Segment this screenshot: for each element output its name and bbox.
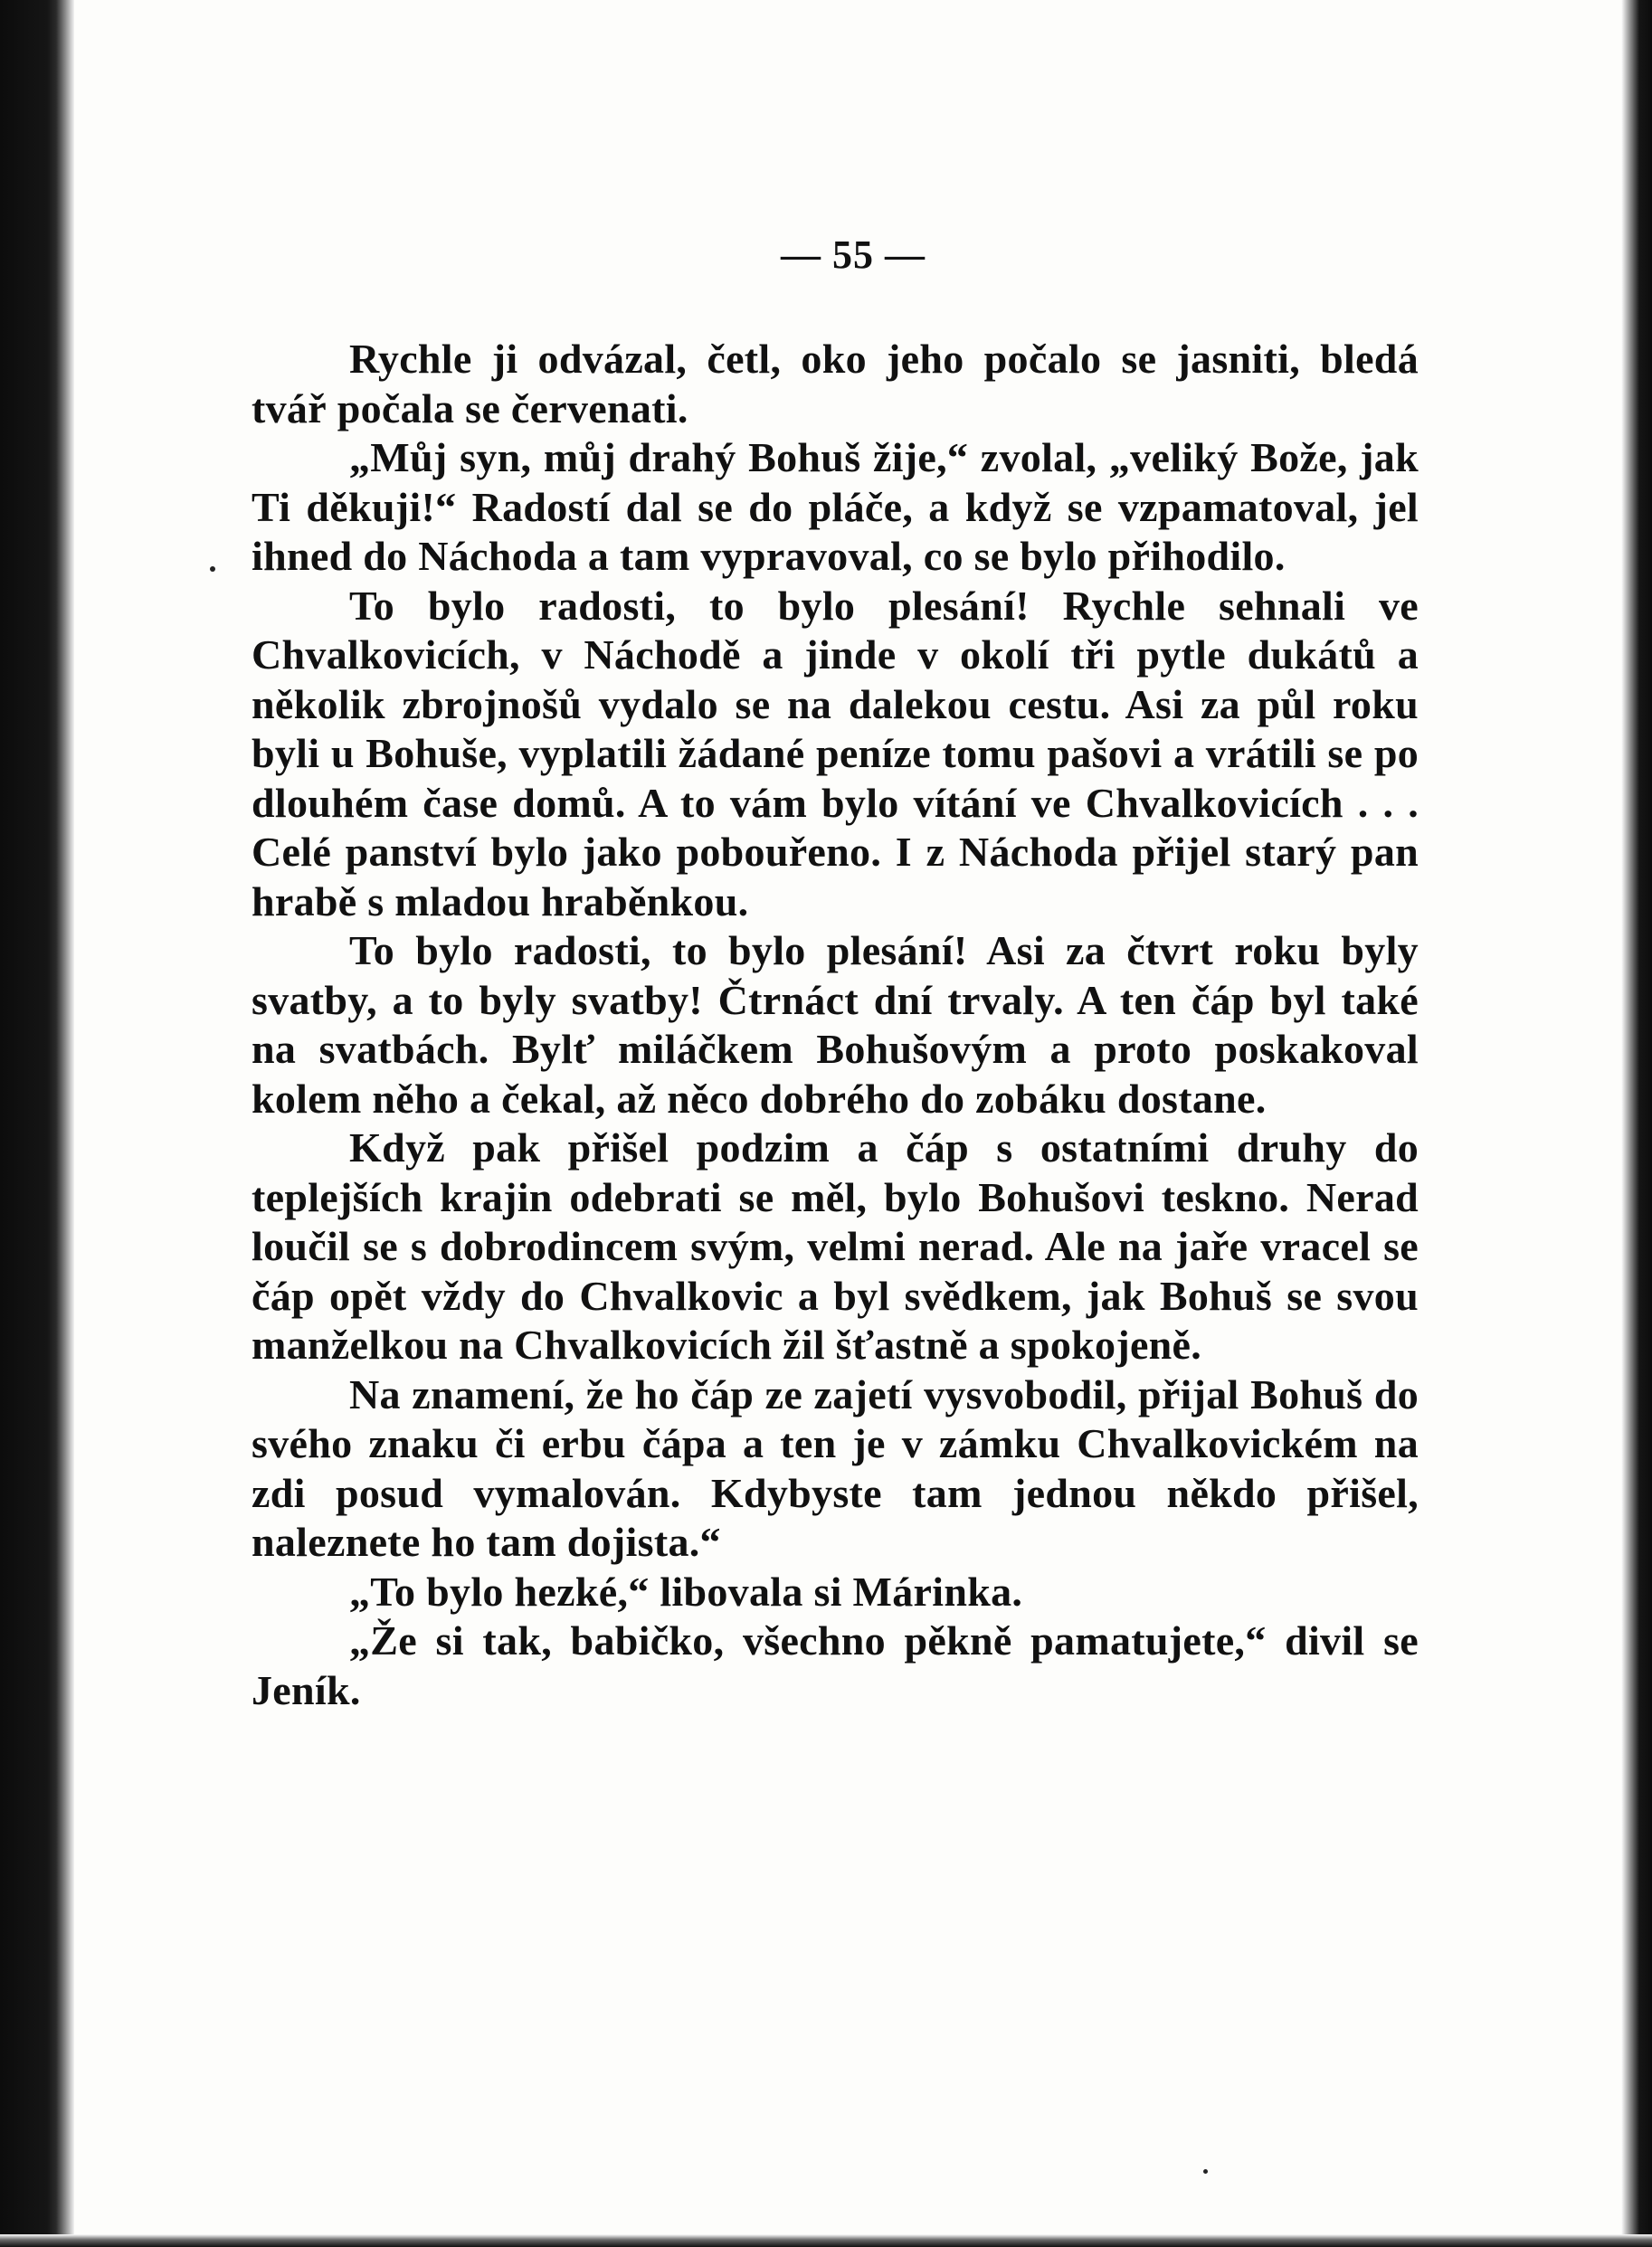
paragraph: „To bylo hezké,“ libovala si Márinka. xyxy=(349,1568,1023,1615)
paragraph: „Můj syn, můj drahý Bohuš žije,“ zvolal, „veliký Bože, jak Ti děkuji!“ Radostí dal se do pláče, a když se vzpamatoval, jel ihned do Náchoda a tam vypravoval, co se bylo přihodilo. xyxy=(252,434,1419,579)
paragraph: To bylo radosti, to bylo plesání! Asi za čtvrt roku byly svatby, a to byly svatby! Čtrnáct dní trvaly. A ten čáp byl také na svatbách. Bylť miláčkem Bohušovým a proto poskakoval kolem něho a čekal, až něco dobrého do zobáku dostane. xyxy=(252,927,1419,1122)
paragraph: „Že si tak, babičko, všechno pěkně pamatujete,“ divil se Jeník. xyxy=(252,1617,1419,1713)
scan-right-edge xyxy=(1621,0,1652,2247)
paragraph: Rychle ji odvázal, četl, oko jeho počalo se jasniti, bledá tvář počala se červenati. xyxy=(252,336,1419,431)
scan-speck xyxy=(210,566,215,572)
paragraph: To bylo radosti, to bylo plesání! Rychle sehnali ve Chvalkovicích, v Náchodě a jinde v okolí tři pytle dukátů a několik zbrojnošů vydalo se na dalekou cestu. Asi za půl roku byli u Bohuše, vyplatili žádané peníze tomu pašovi a vrátili se po dlouhém čase domů. A to vám bylo vítání ve Chvalkovicích . . . Celé panství bylo jako pobouřeno. I z Náchoda přijel starý pan hrabě s mladou hraběnkou. xyxy=(252,582,1419,924)
scan-binding-edge xyxy=(0,0,74,2247)
paragraph: Na znamení, že ho čáp ze zajetí vysvobodil, přijal Bohuš do svého znaku či erbu čápa a ten je v zámku Chvalkovickém na zdi posud vymalován. Kdybyste tam jednou někdo přišel, naleznete ho tam dojista.“ xyxy=(252,1370,1419,1565)
paragraph: Když pak přišel podzim a čáp s ostatními druhy do teplejších krajin odebrati se měl, bylo Bohušovi teskno. Nerad loučil se s dobrodincem svým, velmi nerad. Ale na jaře vracel se čáp opět vždy do Chvalkovic a byl svědkem, jak Bohuš se svou manželkou na Chvalkovicích žil šťastně a spokojeně. xyxy=(252,1124,1419,1368)
page-number: — 55 — xyxy=(781,232,926,277)
scan-speck xyxy=(1203,2169,1208,2174)
body-text xyxy=(252,335,1419,1715)
scan-bottom-edge xyxy=(0,2234,1652,2247)
